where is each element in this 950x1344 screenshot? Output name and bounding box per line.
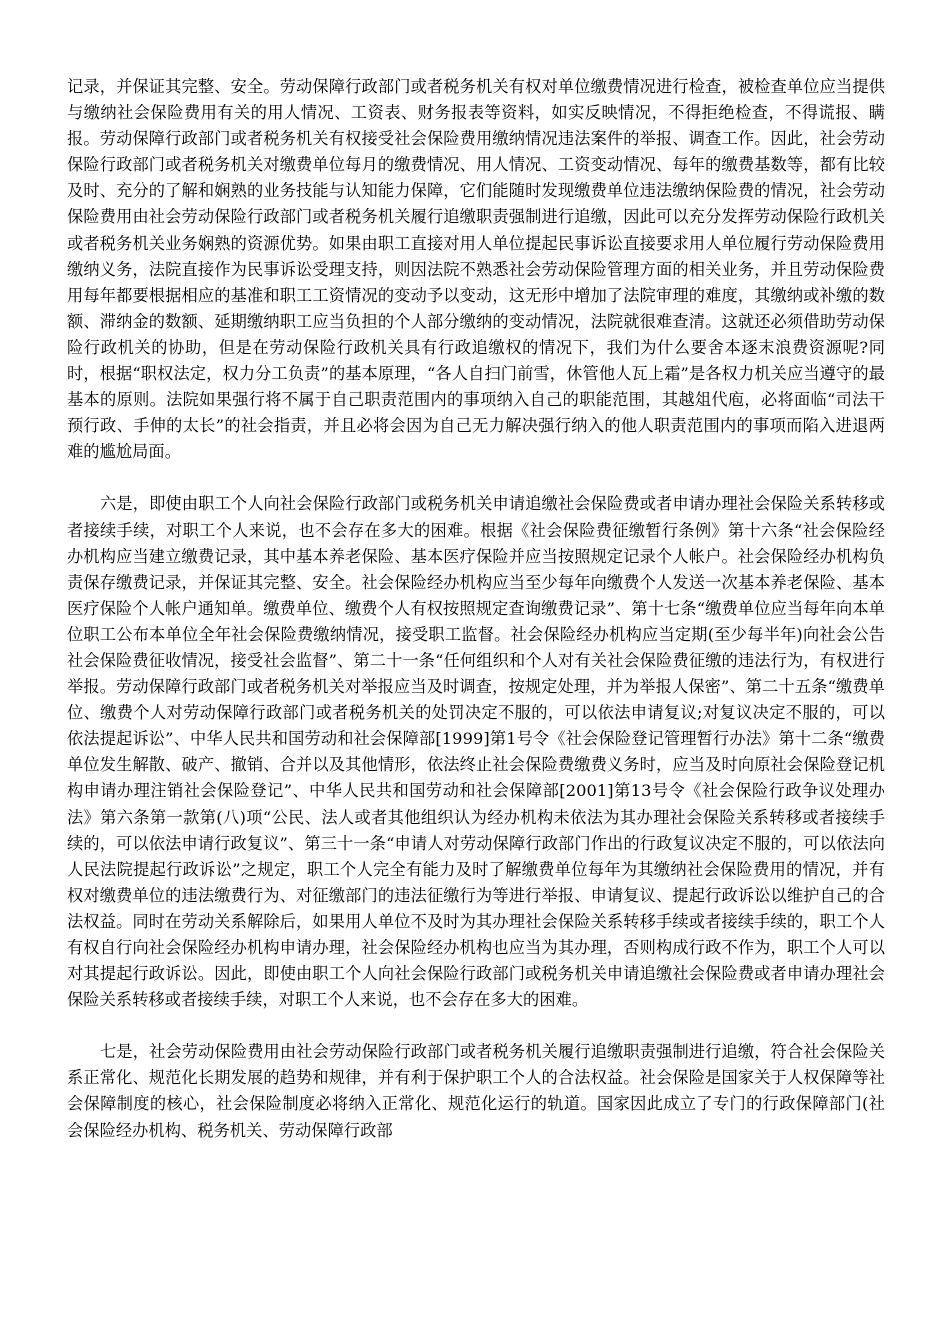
paragraph-continuation: 记录，并保证其完整、安全。劳动保障行政部门或者税务机关有权对单位缴费情况进行检查，被检查单位应当提供与缴纳社会保险费用有关的用人情况、工资表、财务报表等资料，如实反映情况，不得拒绝检查，不得谎报、瞒报。劳动保障行政部门或者税务机关有权接受社会保险费用缴纳情况违法案件的举报、调查工作。因此，社会劳动保险行政部门或者税务机关对缴费单位每月的缴费情况、用人情况、工资变动情况、每年的缴费基数等，都有比较及时、充分的了解和娴熟的业务技能与认知能力保障，它们能随时发现缴费单位违法缴纳保险费的情况，社会劳动保险费用由社会劳动保险行政部门或者税务机关履行追缴职责强制进行追缴，因此可以充分发挥劳动保险行政机关或者税务机关业务娴熟的资源优势。如果由职工直接对用人单位提起民事诉讼直接要求用人单位履行劳动保险费用缴纳义务，法院直接作为民事诉讼受理支持，则因法院不熟悉社会劳动保险管理方面的相关业务，并且劳动保险费用每年都要根据相应的基准和职工工资情况的变动予以变动，这无形中增加了法院审理的难度，其缴纳或补缴的数额、滞纳金的数额、延期缴纳职工应当负担的个人部分缴纳的变动情况，法院就很难查清。这就还必须借助劳动保险行政机关的协助，但是在劳动保险行政机关具有行政追缴权的情况下，我们为什么要舍本逐末浪费资源呢?同时，根据“职权法定，权力分工负责”的基本原理，“各人自扫门前雪，休管他人瓦上霜”是各权力机关应当遵守的最基本的原则。法院如果强行将不属于自己职责范围内的事项纳入自己的职能范围，其越俎代庖，必将面临“司法干预行政、手伸的太长”的社会指责，并且必将会因为自己无力解决强行纳入的他人职责范围内的事项而陷入进退两难的尴尬局面。 bbox=[67, 77, 885, 462]
paragraph-point-six: 六是，即使由职工个人向社会保险行政部门或税务机关申请追缴社会保险费或者申请办理社会保险关系转移或者接续手续，对职工个人来说，也不会存在多大的困难。根据《社会保险费征缴暂行条例》第十六条“社会保险经办机构应当建立缴费记录，其中基本养老保险、基本医疗保险并应当按照规定记录个人帐户。社会保险经办机构负责保存缴费记录，并保证其完整、安全。社会保险经办机构应当至少每年向缴费个人发送一次基本养老保险、基本医疗保险个人帐户通知单。缴费单位、缴费个人有权按照规定查询缴费记录”、第十七条“缴费单位应当每年向本单位职工公布本单位全年社会保险费缴纳情况，接受职工监督。社会保险经办机构应当定期(至少每半年)向社会公告社会保险费征收情况，接受社会监督”、第二十一条“任何组织和个人对有关社会保险费征缴的违法行为，有权进行举报。劳动保障行政部门或者税务机关对举报应当及时调查，按规定处理，并为举报人保密”、第二十五条“缴费单位、缴费个人对劳动保障行政部门或者税务机关的处罚决定不服的，可以依法申请复议;对复议决定不服的，可以依法提起诉讼”、中华人民共和国劳动和社会保障部[1999]第1号令《社会保险登记管理暂行办法》第十二条“缴费单位发生解散、破产、撤销、合并以及其他情形，依法终止社会保险费缴费义务时，应当及时向原社会保险登记机构申请办理注销社会保险登记”、中华人民共和国劳动和社会保障部[2001]第13号令《社会保险行政争议处理办法》第六条第一款第(八)项“公民、法人或者其他组织认为经办机构未依法为其办理社会保险关系转移或者接续手续的，可以依法申请行政复议”、第三十一条“申请人对劳动保障行政部门作出的行政复议决定不服的，可以依法向人民法院提起行政诉讼”之规定，职工个人完全有能力及时了解缴费单位每年为其缴纳社会保险费用的情况，并有权对缴费单位的违法缴费行为、对征缴部门的违法征缴行为等进行举报、申请复议、提起行政诉讼以维护自己的合法权益。同时在劳动关系解除后，如果用人单位不及时为其办理社会保险关系转移手续或者接续手续的，职工个人有权自行向社会保险经办机构申请办理，社会保险经办机构也应当为其办理，否则构成行政不作为，职工个人可以对其提起行政诉讼。因此，即使由职工个人向社会保险行政部门或税务机关申请追缴社会保险费或者申请办理社会保险关系转移或者接续手续，对职工个人来说，也不会存在多大的困难。 bbox=[67, 494, 885, 1010]
paragraph-point-seven: 七是，社会劳动保险费用由社会劳动保险行政部门或者税务机关履行追缴职责强制进行追缴，符合社会保险关系正常化、规范化长期发展的趋势和规律，并有利于保护职工个人的合法权益。社会保险是国家关于人权保障等社会保障制度的核心，社会保险制度必将纳入正常化、规范化运行的轨道。国家因此成立了专门的行政保障部门(社会保险经办机构、税务机关、劳动保障行政部 bbox=[67, 1042, 885, 1140]
document-page bbox=[67, 74, 885, 1144]
